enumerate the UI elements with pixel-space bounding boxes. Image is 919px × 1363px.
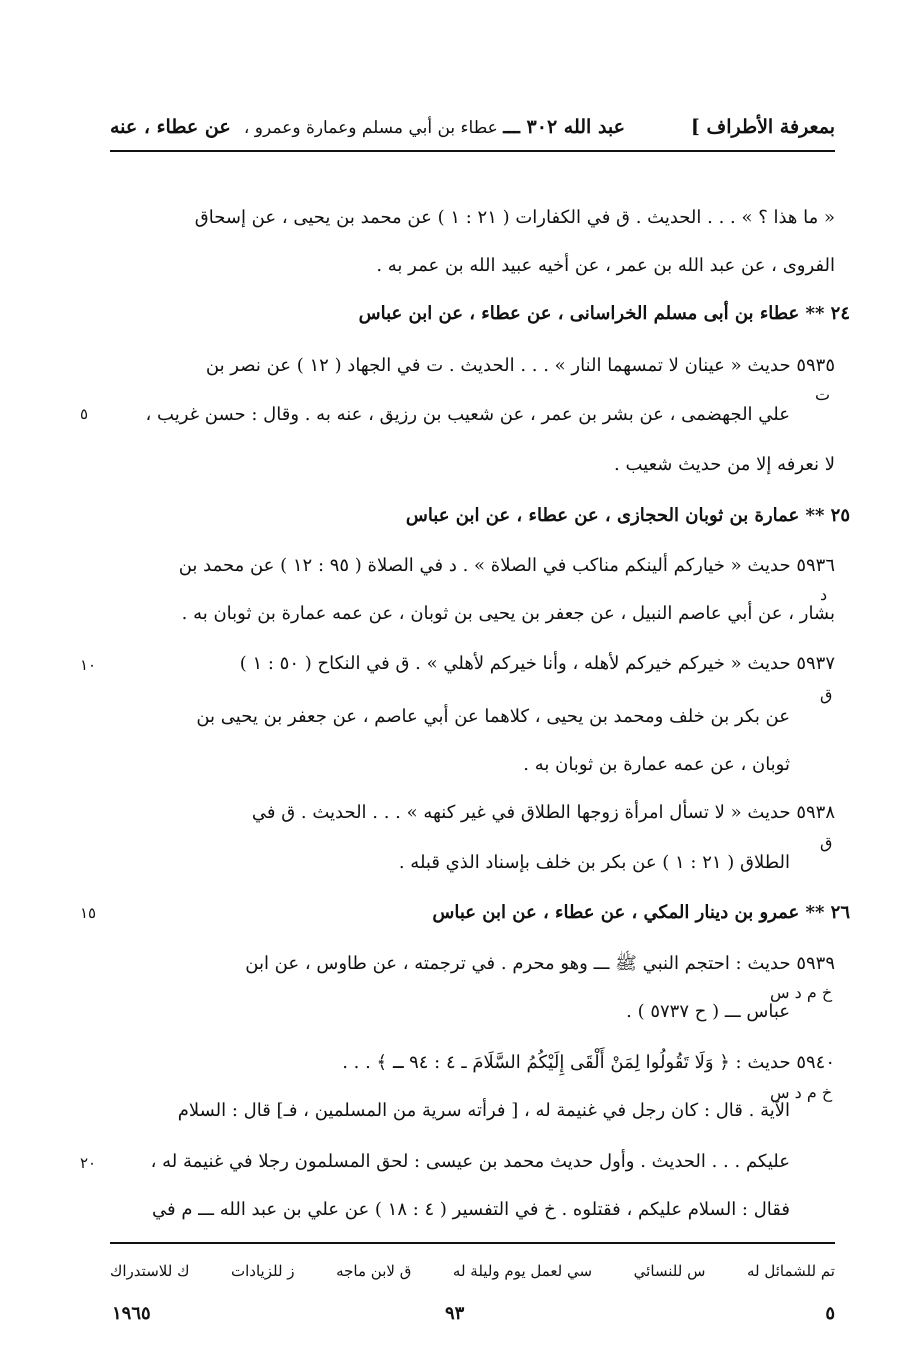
text-line: فقال : السلام عليكم ، فقتلوه . خ في التفسير ( ٤ : ١٨ ) عن علي بن عبد الله ـــ م في <box>151 1199 790 1220</box>
chain-heading-25: ٢٥ ** عمارة بن ثوبان الحجازى ، عن عطاء ، عن ابن عباس <box>405 505 850 526</box>
folio-year: ١٩٦٥ <box>112 1303 151 1324</box>
hadith-5939-line1: ٥٩٣٩ حديث : احتجم النبي ﷺ ـــ وهو محرم . في ترجمته ، عن طاوس ، عن ابن <box>245 953 835 974</box>
text-line: الفروى ، عن عبد الله بن عمر ، عن أخيه عبيد الله بن عمر به . <box>376 255 835 276</box>
siglum-5936: د <box>820 585 828 604</box>
text-line: الآية . قال : كان رجل في غنيمة له ، [ فرأته سرية من المسلمين ، فـ] قال : السلام <box>177 1100 790 1121</box>
siglum-5935: ت <box>815 385 831 404</box>
text-line: الطلاق ( ٢١ : ١ ) عن بكر بن خلف بإسناد الذي قبله . <box>398 852 790 873</box>
chain-heading-24: ٢٤ ** عطاء بن أبى مسلم الخراسانى ، عن عطاء ، عن ابن عباس <box>358 303 850 324</box>
hadith-5938-line1: ٥٩٣٨ حديث « لا تسأل امرأة زوجها الطلاق في غير كنهه » . . . الحديث . ق في <box>251 802 835 823</box>
page-number: ٩٣ <box>445 1303 465 1324</box>
abbreviation-key <box>110 1262 835 1292</box>
header-subject <box>244 116 625 138</box>
text-line: ثوبان ، عن عمه عمارة بن ثوبان به . <box>523 754 790 775</box>
text-line: علي الجهضمى ، عن بشر بن عمر ، عن شعيب بن رزيق ، عنه به . وقال : حسن غريب ، <box>145 404 790 425</box>
siglum-5940: خ م د س <box>770 1083 833 1102</box>
chain-heading-26: ٢٦ ** عمرو بن دينار المكي ، عن عطاء ، عن ابن عباس <box>432 902 850 923</box>
hadith-5940-line1: ٥٩٤٠ حديث : ﴿ وَلَا تَقُولُوا لِمَنْ أَلْقَى إِلَيْكُمُ السَّلَامَ ـ ٤ : ٩٤ ـ ﴾ . . . <box>342 1052 835 1073</box>
abbr-item: س للنسائي <box>633 1262 706 1280</box>
text-line: « ما هذا ؟ » . . . الحديث . ق في الكفارات ( ٢١ : ١ ) عن محمد بن يحيى ، عن إسحاق <box>194 207 835 228</box>
abbr-item: ك للاستدراك <box>110 1262 190 1280</box>
margin-line-number: ١٠ <box>80 656 97 674</box>
text-line: لا نعرفه إلا من حديث شعيب . <box>614 454 835 475</box>
margin-line-number: ١٥ <box>80 904 97 922</box>
running-header <box>110 112 835 148</box>
header-title: بمعرفة الأطراف ] <box>690 116 835 138</box>
header-chain: عن عطاء ، عنه <box>110 116 231 138</box>
siglum-5939: خ م د س <box>770 983 833 1002</box>
hadith-5936-line1: ٥٩٣٦ حديث « خياركم ألينكم مناكب في الصلاة » . د في الصلاة ( ٩٥ : ١٢ ) عن محمد بن <box>178 555 835 576</box>
hadith-5937-line1: ٥٩٣٧ حديث « خيركم خيركم لأهله ، وأنا خيركم لأهلي » . ق في النكاح ( ٥٠ : ١ ) <box>239 653 835 674</box>
header-rule <box>110 150 835 152</box>
abbr-item: ق لابن ماجه <box>336 1262 412 1280</box>
folio-right: ٥ <box>825 1303 835 1324</box>
abbr-item: تم للشمائل له <box>746 1262 835 1280</box>
hadith-5935-line1: ٥٩٣٥ حديث « عينان لا تمسهما النار » . . . الحديث . ت في الجهاد ( ١٢ ) عن نصر بن <box>205 355 835 376</box>
header-subject-text: عطاء بن أبي مسلم وعمارة وعمرو ، <box>243 118 498 138</box>
text-line: بشار ، عن أبي عاصم النبيل ، عن جعفر بن يحيى بن ثوبان ، عن عمه عمارة بن ثوبان به . <box>181 603 835 624</box>
margin-line-number: ٢٠ <box>80 1154 97 1172</box>
abbr-item: سي لعمل يوم وليلة له <box>452 1262 593 1280</box>
header-volume-ref: عبد الله ٣٠٢ ـــ <box>503 116 625 138</box>
text-line: عليكم . . . الحديث . وأول حديث محمد بن عيسى : لحق المسلمون رجلا في غنيمة له ، <box>150 1151 790 1172</box>
text-line: عن بكر بن خلف ومحمد بن يحيى ، كلاهما عن أبي عاصم ، عن جعفر بن يحيى بن <box>196 706 790 727</box>
siglum-5938: ق <box>820 833 833 852</box>
siglum-5937: ق <box>820 685 833 704</box>
text-line: عباس ـــ ( ح ٥٧٣٧ ) . <box>626 1001 790 1022</box>
abbr-item: ز للزيادات <box>231 1262 295 1280</box>
margin-line-number: ٥ <box>80 405 89 423</box>
footer-rule <box>110 1242 835 1244</box>
